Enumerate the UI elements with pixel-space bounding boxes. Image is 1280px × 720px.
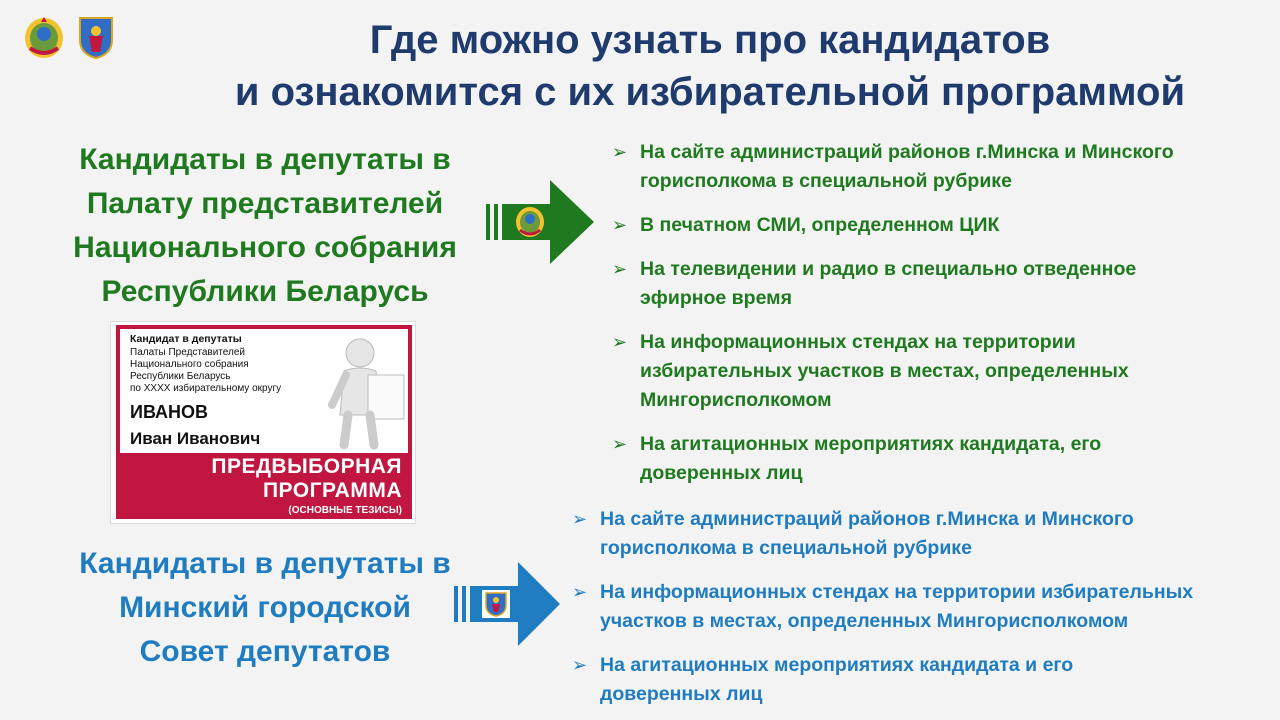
page-title-line: и ознакомится с их избирательной программой (234, 70, 1186, 114)
arrow-bullet-icon: ➢ (612, 142, 628, 162)
arrow-bullet-icon: ➢ (572, 509, 588, 529)
list-item (612, 255, 1272, 313)
section1-heading-line: Палату представителей (86, 187, 444, 220)
section2-heading-line: Кандидаты в депутаты в (79, 547, 451, 580)
poster-fullname: Иван Иванович (130, 429, 261, 448)
list-item (612, 328, 1272, 415)
list-item (572, 651, 1272, 709)
blue-arrow-icon (452, 562, 560, 646)
section1-list (612, 138, 1272, 503)
poster-line: Республики Беларусь (130, 371, 231, 382)
section1-heading-line: Республики Беларусь (101, 275, 429, 308)
poster-line: Кандидат в депутаты (130, 333, 242, 345)
poster-program-subtitle: (ОСНОВНЫЕ ТЕЗИСЫ) (288, 505, 402, 516)
arrow-bullet-icon: ➢ (612, 259, 628, 279)
poster-line: Палаты Представителей (130, 347, 246, 358)
list-item-line: На агитационных мероприятиях кандидата и его (600, 654, 1074, 676)
list-item-line: доверенных лиц (600, 683, 763, 705)
belarus-emblem-icon (22, 14, 66, 60)
page-title (140, 14, 1280, 118)
arrow-bullet-icon: ➢ (612, 434, 628, 454)
list-item-line: Мингорисполкомом (640, 389, 832, 411)
list-item-line: горисполкома в специальной рубрике (640, 170, 1012, 192)
arrow-bullet-icon: ➢ (612, 332, 628, 352)
poster-program-title: ПРОГРАММА (262, 479, 402, 502)
list-item-line: На сайте администраций районов г.Минска и Минского (640, 141, 1174, 163)
list-item (572, 578, 1272, 636)
section2-heading-line: Совет депутатов (139, 635, 391, 668)
person-figure-icon (320, 335, 410, 451)
list-item (572, 505, 1272, 563)
list-item-line: участков в местах, определенных Мингорисполкомом (600, 610, 1129, 632)
list-item-line: На информационных стендах на территории избирательных (600, 581, 1194, 603)
header-emblems (22, 14, 118, 60)
minsk-coat-of-arms-icon (74, 14, 118, 60)
section1-heading-line: Национального собрания (73, 231, 457, 264)
poster-line: по ХХХХ избирательному округу (130, 383, 282, 394)
section2-heading-line: Минский городской (119, 591, 411, 624)
minsk-coat-of-arms-icon (482, 590, 510, 618)
list-item-line: эфирное время (640, 287, 792, 309)
list-item-line: доверенных лиц (640, 462, 803, 484)
section2-list (572, 505, 1272, 720)
arrow-bullet-icon: ➢ (612, 215, 628, 235)
arrow-bullet-icon: ➢ (572, 655, 588, 675)
list-item-line: На сайте администраций районов г.Минска и Минского (600, 508, 1134, 530)
green-arrow-icon (482, 180, 594, 264)
section1-heading-line: Кандидаты в депутаты в (79, 143, 451, 176)
section1-heading (40, 138, 490, 314)
arrow-bullet-icon: ➢ (572, 582, 588, 602)
list-item-line: На телевидении и радио в специально отведенное (640, 258, 1137, 280)
poster-surname: ИВАНОВ (130, 402, 209, 422)
belarus-emblem-icon (516, 207, 544, 237)
page-title-line: Где можно узнать про кандидатов (369, 18, 1051, 62)
poster-program-title: ПРЕДВЫБОРНАЯ (211, 455, 402, 478)
list-item (612, 138, 1272, 196)
list-item-line: На информационных стендах на территории (640, 331, 1076, 353)
list-item-line: горисполкома в специальной рубрике (600, 537, 972, 559)
poster-line: Национального собрания (130, 359, 249, 370)
campaign-poster (110, 321, 416, 524)
list-item-line: избирательных участков в местах, определенных (640, 360, 1129, 382)
list-item (612, 211, 1272, 240)
list-item-line: В печатном СМИ, определенном ЦИК (640, 214, 1000, 236)
list-item-line: На агитационных мероприятиях кандидата, его (640, 433, 1102, 455)
section2-heading (40, 542, 490, 674)
list-item (612, 430, 1272, 488)
poster-frame (116, 325, 412, 519)
